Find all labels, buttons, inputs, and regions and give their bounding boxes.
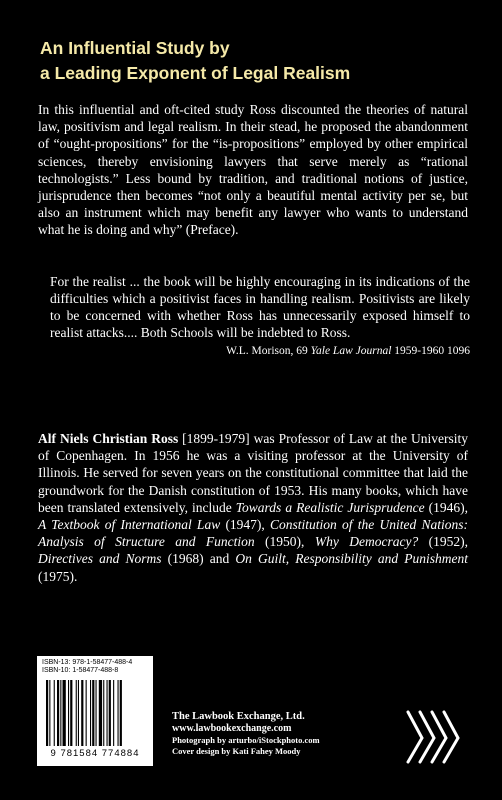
barcode-stripe: [92, 680, 94, 746]
barcode-stripe: [99, 680, 102, 746]
barcode-stripe: [60, 680, 61, 746]
book-title: A Textbook of International Law: [38, 517, 221, 533]
author-name: Alf Niels Christian Ross: [38, 431, 179, 446]
barcode-stripe: [46, 680, 48, 746]
publisher-name: The Lawbook Exchange, Ltd.: [172, 711, 305, 722]
barcode-stripe: [109, 680, 111, 746]
barcode-stripe: [103, 680, 104, 746]
barcode-bars: [44, 680, 146, 746]
bio-separator: (1975).: [38, 568, 78, 584]
barcode-stripe: [57, 680, 59, 746]
citation-journal: Yale Law Journal: [310, 345, 392, 357]
book-title: Directives and Norms: [38, 551, 162, 567]
book-title: Constitution of the United Nations: Analysis of Structure and Function: [38, 517, 468, 550]
headline-line-2: a Leading Exponent of Legal Realism: [40, 63, 351, 83]
author-bio: [38, 430, 468, 585]
barcode-stripe: [68, 680, 69, 746]
barcode-stripe: [120, 680, 122, 746]
isbn-10: ISBN-10: 1-58477-488-8: [42, 667, 119, 674]
headline-line-1: An Influential Study by: [40, 38, 230, 58]
barcode-stripe: [78, 680, 79, 746]
bio-separator: (1946),: [424, 499, 468, 515]
photo-credit: Photograph by arturbo/iStockphoto.com: [172, 735, 320, 745]
barcode-stripe: [49, 680, 50, 746]
bio-separator: (1947),: [220, 517, 271, 533]
review-quote: [50, 273, 470, 357]
book-title: On Guilt, Responsibility and Punishment: [235, 551, 468, 567]
barcode-stripe: [86, 680, 87, 746]
citation-author: W.L. Morison, 69: [226, 345, 311, 357]
back-cover-headline: [40, 36, 480, 86]
barcode-number: 9 781584 774884: [50, 748, 140, 759]
book-title: Why Democracy?: [314, 534, 419, 550]
bio-separator: (1968) and: [161, 551, 236, 567]
bio-separator: (1950),: [254, 534, 315, 550]
barcode-stripe: [107, 680, 108, 746]
intro-paragraph: In this influential and oft-cited study Ross discounted the theories of natural law, positivism and legal realism. In their stead, he proposed the abandonment of “ought-propositions” for the “is-propositions” employed by other empirical sciences, thereby envisioning lawyers that serve merely as “rational technologists.” Less bound by tradition, and traditional notions of justice, jurisprudence then becomes “not only a beautiful mental activity per se, but also an instrument which may benefit any lawyer who wants to understand what he is doing and why” (Preface).: [38, 102, 468, 238]
quote-text: For the realist ... the book will be highly encouraging in its indications of the difficulties which a positivist faces in handling realism. Positivists are likely to be concerned with whether Ross has unnecessarily exposed himself to realist attacks.... Both Schools will be indebted to Ross.: [50, 274, 470, 340]
barcode-stripe: [70, 680, 72, 746]
publisher-url: www.lawbookexchange.com: [172, 723, 292, 734]
design-credit: Cover design by Kati Fahey Moody: [172, 745, 301, 756]
publisher-info: [172, 711, 392, 756]
isbn-barcode: [37, 656, 153, 766]
bio-text: [1899-1979] was Professor of Law at the University of Copenhagen. In 1956 he was a visiting professor at the University of Illinois. He served for seven years on the constitutional committee that laid the groundwork for the Danish constitution of 1953. His many books, which have been translated extensively, include: [38, 431, 468, 515]
barcode-stripe: [76, 680, 77, 746]
barcode-stripe: [118, 680, 119, 746]
publisher-logo-icon: [400, 708, 464, 766]
barcode-stripe: [81, 680, 83, 746]
barcode-stripe: [113, 680, 114, 746]
barcode-stripe: [63, 680, 66, 746]
barcode-stripe: [96, 680, 97, 746]
barcode-stripe: [54, 680, 55, 746]
barcode-stripe: [90, 680, 91, 746]
citation-details: 1959-1960 1096: [391, 345, 470, 357]
bio-separator: (1952),: [418, 534, 468, 550]
isbn-13: ISBN-13: 978-1-58477-488-4: [42, 659, 133, 666]
quote-citation: [50, 345, 470, 357]
book-title: Towards a Realistic Jurisprudence: [235, 499, 425, 515]
